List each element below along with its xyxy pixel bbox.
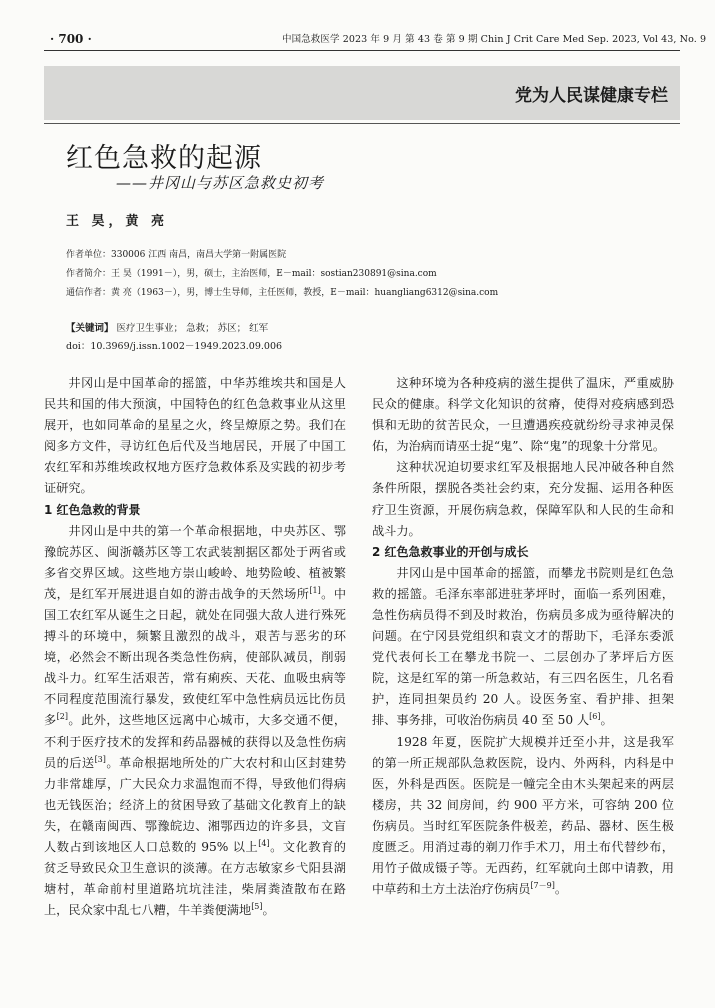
- paragraph: 这种环境为各种疫病的滋生提供了温床，严重威胁民众的健康。科学文化知识的贫瘠，使得对疫病感到恐惧和无助的贫苦民众，一旦遭遇疾疫就纷纷寻求神灵保佑，为治病而请巫士捉“鬼”、除“鬼”的现象十分常见。: [372, 376, 674, 454]
- doi: doi：10.3969/j.issn.1002－1949.2023.09.006: [66, 341, 283, 352]
- paragraph: [372, 732, 674, 901]
- column-banner: [44, 66, 680, 120]
- text-run: 。: [262, 903, 275, 918]
- text-run: 井冈山是中国革命的摇篮，而攀龙书院则是红色急救的摇篮。毛泽东率部进驻茅坪时，面临一系列困难，急性伤病员得不到及时救治，伤病员多成为亟待解决的问题。在宁冈县党组织和袁文才的帮助下，毛泽东委派党代表何长工在攀龙书院一、二层创办了茅坪后方医院，这是红军的第一所急救站，有三四名医生，几名看护，连同担架员约 20 人。设医务室、看护排、担架排、事务排，可收治伤病员 40 至 50 人: [372, 565, 674, 728]
- text-run: 。: [600, 713, 613, 728]
- banner-rule: [44, 123, 680, 124]
- author-intro: 作者简介：王 昊（1991－），男，硕士，主治医师，E－mail：sostian230891@sina.com: [66, 269, 437, 279]
- article-subtitle: ——井冈山与苏区急救史初考: [116, 174, 325, 192]
- text-run: 。中国工农红军从诞生之日起，就处在同强大敌人进行殊死搏斗的环境中，频繁且激烈的战斗，艰苦与恶劣的环境，必然会不断出现各类急性伤病，使部队减员，削弱战斗力。红军生活艰苦，常有痢疾、天花、血吸虫病等不同程度范围流行暴发，致使红军中急性病员远比伤员多: [44, 586, 347, 728]
- paragraph: [372, 563, 674, 732]
- text-run: 。此外，这些地区远离中心城市，大多交通不便，不利于医疗技术的发挥和药品器械的获得以及急性伤病员的后送: [44, 713, 347, 770]
- affiliation: 作者单位：330006 江西 南昌，南昌大学第一附属医院: [66, 250, 287, 260]
- section-heading: 1 红色急救的背景: [44, 502, 141, 517]
- header-rule: [44, 50, 680, 51]
- text-run: 1928 年夏，医院扩大规模并迁至小井，这是我军的第一所正规部队急救医院，设内、外两科，内科是中医，外科是西医。医院是一幢完全由木头架起来的两层楼房，共 32 间房间，约 900 平方米，可容纳 200 位伤病员。当时红军医院条件极差，药品、器材、医生极度匮乏。用消过毒的剃刀作手术刀，用土布代替纱布，用竹子做成镊子等。无西药，红军就向土郎中请教，用中草药和土方土法治疗伤病员: [372, 734, 674, 897]
- text-run: 。: [554, 882, 568, 897]
- body-column-left: [44, 373, 346, 921]
- citation: [1]: [309, 585, 321, 595]
- citation: [6]: [589, 712, 601, 722]
- text-run: 。文化教育的贫乏导致民众卫生意识的淡薄。在方志敏家乡弋阳县湖塘村，革命前村里道路坑坑洼洼，柴屑粪渣散布在路上，民众家中乱七八糟，牛羊粪便满地: [44, 839, 346, 918]
- journal-header: 中国急救医学 2023 年 9 月 第 43 卷 第 9 期 Chin J Crit Care Med Sep. 2023, Vol 43, No. 9: [282, 34, 707, 45]
- citation: [5]: [251, 902, 263, 912]
- keywords: 医疗卫生事业； 急救； 苏区； 红军: [116, 323, 269, 334]
- keywords-block: [66, 320, 666, 356]
- paragraph: 井冈山是中国革命的摇篮，中华苏维埃共和国是人民共和国的伟大预演，中国特色的红色急救事业从这里展开，也如同革命的星星之火，终呈燎原之势。我们在阅多方文件，寻访红色后代及当地居民，开展了中国工农红军和苏维埃政权地方医疗急救体系及实践的初步考证研究。: [44, 376, 346, 496]
- article-authors: 王 昊，黄 亮: [66, 214, 169, 229]
- keywords-label: 【关键词】: [66, 323, 114, 334]
- paragraph: 这种状况迫切要求红军及根据地人民冲破各种自然条件所限，摆脱各类社会约束，充分发掘、运用各种医疗卫生资源，开展伤病急救，保障军队和人民的生命和战斗力。: [372, 460, 674, 538]
- citation: [4]: [258, 838, 270, 848]
- citation: [3]: [94, 754, 106, 764]
- citation: [2]: [56, 712, 68, 722]
- section-heading: 2 红色急救事业的开创与成长: [372, 544, 529, 559]
- column-label: 党为人民谋健康专栏: [515, 86, 668, 106]
- text-run: 井冈山是中共的第一个革命根据地，中央苏区、鄂豫皖苏区、闽浙赣苏区等工农武装割据区都处于两省或多省交界区域。这些地方崇山峻岭、地势险峻、植被繁茂，是红军开展进退自如的游击战争的天然场所: [44, 523, 346, 601]
- body-column-right: [372, 373, 674, 900]
- page-number: · 700 ·: [50, 32, 92, 46]
- keywords-line: [66, 320, 666, 338]
- paragraph: [44, 521, 346, 922]
- corresponding-author: 通信作者：黄 亮（1963－），男，博士生导师，主任医师，教授，E－mail：huangliang6312@sina.com: [66, 288, 499, 298]
- article-title: 红色急救的起源: [66, 143, 262, 174]
- citation: [7－9]: [530, 881, 555, 891]
- author-meta: [66, 246, 666, 303]
- text-run: 。革命根据地所处的广大农村和山区封建势力非常雄厚，广大民众力求温饱而不得，导致他们得病也无钱医治；经济上的贫困导致了基础文化教育上的缺失，在赣南闽西、鄂豫皖边、湘鄂西边的许多县，文盲人数占到该地区人口总数的 95% 以上: [44, 755, 347, 854]
